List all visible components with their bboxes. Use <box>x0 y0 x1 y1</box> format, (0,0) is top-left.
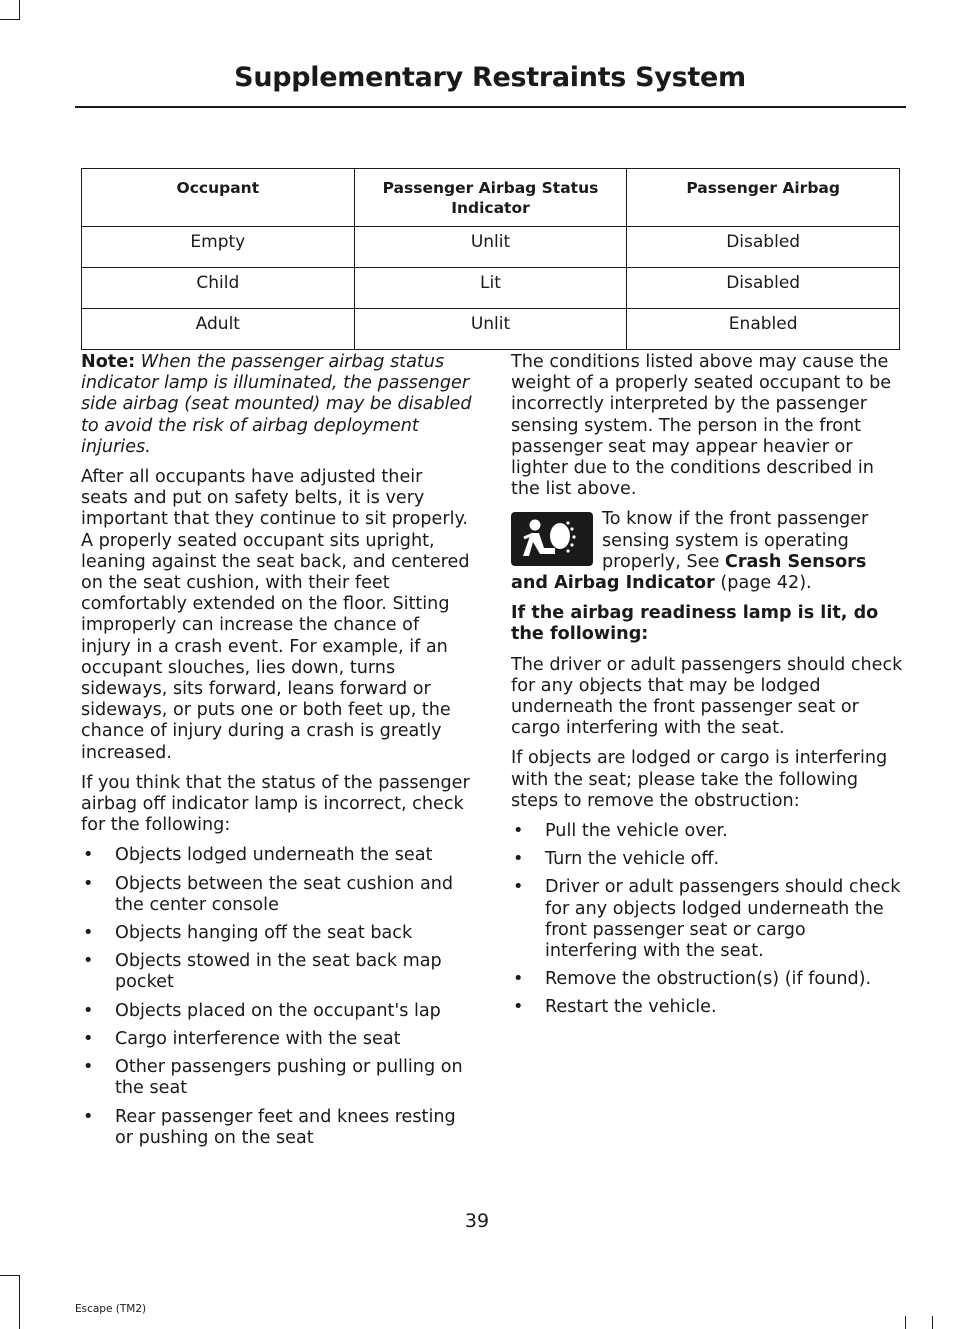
table-header-row <box>82 169 900 227</box>
bullet-icon: • <box>83 1057 94 1078</box>
left-column <box>81 352 473 1156</box>
list-item <box>81 951 473 993</box>
list-item <box>511 877 903 962</box>
table-header-cell: Occupant <box>82 169 355 227</box>
list-item-text: Rear passenger feet and knees resting or pushing on the seat <box>115 1106 456 1148</box>
crop-mark <box>0 19 20 20</box>
right-column <box>511 352 903 1026</box>
checklist <box>81 845 473 1148</box>
body-paragraph: The driver or adult passengers should check for any objects that may be lodged underneath the front passenger seat or cargo interfering with the seat. <box>511 654 903 739</box>
note-text: When the passenger airbag status indicator lamp is illuminated, the passenger side airbag (seat mounted) may be disabled to avoid the risk of airbag deployment injuries. <box>81 352 472 457</box>
airbag-status-table <box>81 168 900 350</box>
airbag-warning-icon <box>511 512 593 566</box>
table-header-cell: Passenger Airbag Status Indicator <box>354 169 627 227</box>
body-paragraph: After all occupants have adjusted their seats and put on safety belts, it is very important that they continue to sit properly. A properly seated occupant sits upright, leaning against the seat back, and centered on the seat cushion, with their feet comfortably extended on the floor. Sitting improperly can increase the chance of injury in a crash event. For example, if an occupant slouches, lies down, turns sideways, sits forward, leans forward or sideways, or puts one or both feet up, the chance of injury during a crash is greatly increased. <box>81 467 470 763</box>
icon-text: To know if the front passenger sensing system is operating properly, See <box>602 509 869 572</box>
list-item <box>81 923 473 944</box>
bullet-icon: • <box>513 877 524 898</box>
crop-mark <box>19 1276 20 1329</box>
note <box>81 352 473 458</box>
table-row <box>82 227 900 268</box>
bullet-icon: • <box>83 845 94 866</box>
list-item-text: Objects stowed in the seat back map pocket <box>115 951 442 993</box>
table-cell: Lit <box>354 268 627 309</box>
list-item-text: Driver or adult passengers should check for any objects lodged underneath the front passenger seat or cargo interfering with the seat. <box>545 877 901 962</box>
list-item <box>81 1057 473 1099</box>
list-item-text: Objects hanging off the seat back <box>115 923 413 944</box>
table-row <box>82 309 900 350</box>
section-heading: If the airbag readiness lamp is lit, do the following: <box>511 603 879 645</box>
body-paragraph: If objects are lodged or cargo is interfering with the seat; please take the following steps to remove the obstruction: <box>511 748 888 811</box>
crop-mark <box>0 1275 20 1276</box>
table-cell: Adult <box>82 309 355 350</box>
cross-reference-link[interactable]: Crash Sensors and Airbag Indicator <box>511 551 867 594</box>
list-item <box>81 1001 473 1022</box>
bullet-icon: • <box>83 951 94 972</box>
list-item-text: Other passengers pushing or pulling on the seat <box>115 1057 463 1099</box>
bullet-icon: • <box>83 873 94 894</box>
list-item-text: Turn the vehicle off. <box>545 849 720 870</box>
table-cell: Disabled <box>627 227 900 268</box>
footer-model: Escape (TM2) <box>75 1303 147 1315</box>
list-item-text: Pull the vehicle over. <box>545 821 728 842</box>
page-reference: (page 42). <box>720 573 812 594</box>
table-cell: Child <box>82 268 355 309</box>
note-label: Note: <box>81 352 136 372</box>
list-item <box>511 849 903 870</box>
table-cell: Empty <box>82 227 355 268</box>
bullet-icon: • <box>513 821 524 842</box>
table-row <box>82 268 900 309</box>
crop-mark <box>932 1316 933 1329</box>
bullet-icon: • <box>83 1000 94 1021</box>
list-item <box>511 969 903 990</box>
list-item-text: Remove the obstruction(s) (if found). <box>545 969 872 990</box>
list-item-text: Objects lodged underneath the seat <box>115 845 433 866</box>
steps-list <box>511 821 903 1019</box>
list-item <box>81 845 473 866</box>
list-item <box>511 821 903 842</box>
bullet-icon: • <box>83 923 94 944</box>
body-paragraph: If you think that the status of the passenger airbag off indicator lamp is incorrect, check for the following: <box>81 772 470 836</box>
bullet-icon: • <box>513 997 524 1018</box>
list-item <box>81 1107 473 1149</box>
list-item <box>81 874 473 916</box>
table-header-cell: Passenger Airbag <box>627 169 900 227</box>
crop-mark <box>905 1316 906 1329</box>
page-number: 39 <box>464 1210 490 1232</box>
header-divider <box>75 106 906 108</box>
list-item-text: Objects placed on the occupant's lap <box>115 1000 441 1021</box>
list-item-text: Objects between the seat cushion and the center console <box>115 873 454 915</box>
list-item-text: Restart the vehicle. <box>545 997 717 1018</box>
icon-paragraph <box>511 509 903 594</box>
bullet-icon: • <box>513 969 524 990</box>
table-cell: Disabled <box>627 268 900 309</box>
crop-mark <box>19 0 20 20</box>
table-cell: Unlit <box>354 227 627 268</box>
table-cell: Enabled <box>627 309 900 350</box>
bullet-icon: • <box>83 1028 94 1049</box>
list-item-text: Cargo interference with the seat <box>115 1028 401 1049</box>
list-item <box>81 1029 473 1050</box>
body-paragraph: The conditions listed above may cause the weight of a properly seated occupant to be incorrectly interpreted by the passenger sensing system. The person in the front passenger seat may appear heavier or lighter due to the conditions described in the list above. <box>511 352 892 500</box>
bullet-icon: • <box>83 1106 94 1127</box>
table-cell: Unlit <box>354 309 627 350</box>
page-title: Supplementary Restraints System <box>234 62 746 93</box>
list-item <box>511 997 903 1018</box>
bullet-icon: • <box>513 849 524 870</box>
